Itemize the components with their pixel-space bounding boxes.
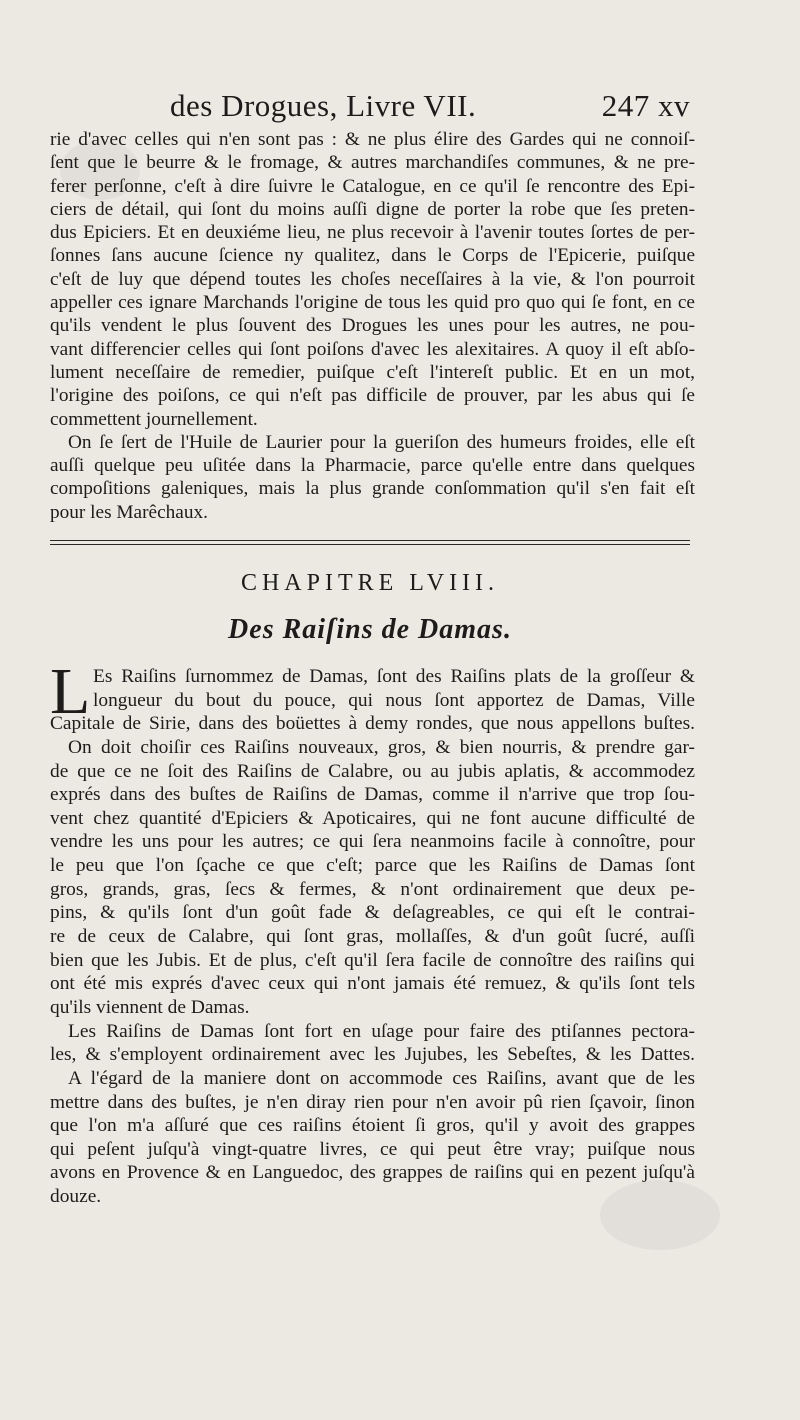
text-line: pour les Marêchaux. xyxy=(50,501,208,523)
chapter-subtitle: Des Raiſins de Damas. xyxy=(228,614,512,645)
running-head-title: des Drogues, Livre VII. xyxy=(170,88,477,123)
text-line: rie d'avec celles qui n'en sont pas : & ne plus élire des Gardes qui ne connoiſ- xyxy=(50,129,695,150)
text-line: les, & s'employent ordinairement avec les Jujubes, les Sebeſtes, & les Dattes. xyxy=(50,1044,695,1066)
chapter-text-block xyxy=(50,665,695,1209)
text-line: lument neceſſaire de remedier, puiſque c'eſt l'intereſt public. Et en un mot, xyxy=(50,361,695,383)
text-line: qui peſent juſqu'à vingt-quatre livres, ce qui peut être vray; puiſque nous xyxy=(50,1138,695,1160)
text-line: qu'ils viennent de Damas. xyxy=(50,996,250,1018)
text-line: A l'égard de la maniere dont on accommode ces Raiſins, avant que de les xyxy=(68,1067,695,1089)
running-head xyxy=(170,88,690,132)
text-line: pins, & qu'ils ſont d'un goût fade & deſagreables, ce qui eſt le contrai- xyxy=(50,902,695,924)
text-line: bien que les Jubis. Et de plus, c'eſt qu'il ſera facile de connoître des raiſins qui xyxy=(50,949,695,971)
text-line: l'origine des poiſons, ce qui n'eſt pas difficile de prouver, par les abus qui ſe xyxy=(50,385,695,407)
text-line: vendre les uns pour les autres; ce qui ſera neanmoins facile à connoître, pour xyxy=(50,831,695,853)
text-line: longueur du bout du pouce, qui nous ſont apportez de Damas, Ville xyxy=(93,689,695,711)
text-line: gros, grands, gras, ſecs & fermes, & n'ont ordinairement que deux pe- xyxy=(50,878,695,900)
page-number: 247 xv xyxy=(601,88,690,123)
text-line: re de ceux de Calabre, qui ſont gras, mollaſſes, & d'un goût ſucré, auſſi xyxy=(50,926,695,948)
text-line: douze. xyxy=(50,1186,102,1208)
text-line: exprés dans des buſtes de Raiſins de Damas, comme il n'arrive que trop ſou- xyxy=(50,784,695,806)
text-line: Es Raiſins ſurnommez de Damas, ſont des Raiſins plats de la groſſeur & xyxy=(93,666,695,687)
text-line: c'eſt de luy que dépend toutes les choſes neceſſaires à la vie, & l'on pourroit xyxy=(50,268,695,290)
text-line: vant differencier celles qui ſont poiſons d'avec les alexitaires. A quoy il eſt abſo- xyxy=(50,338,695,360)
text-line: ciers de détail, qui ſont du moins auſſi digne de porter la robe que ſes preten- xyxy=(50,198,695,220)
text-line: dus Epiciers. Et en deuxiéme lieu, ne plus recevoir à l'avenir toutes ſortes de per- xyxy=(50,222,695,244)
text-line: qu'ils vendent le plus ſouvent des Drogues les unes pour les autres, ne pou- xyxy=(50,315,695,337)
text-line: compoſitions galeniques, mais la plus grande conſommation qu'il s'en fait eſt xyxy=(50,478,695,500)
chapter-title: CHAPITRE LVIII. xyxy=(240,570,500,596)
text-line: auſſi quelque peu uſitée dans la Pharmacie, parce qu'elle entre dans quelques xyxy=(50,455,695,477)
text-line: ſonnes ſans aucune ſcience ny qualitez, dans le Corps de l'Epicerie, puiſque xyxy=(50,245,695,267)
text-line: mettre dans des buſtes, je n'en diray rien pour n'en avoir pû rien ſçavoir, ſinon xyxy=(50,1091,695,1113)
text-line: commettent journellement. xyxy=(50,408,258,430)
drop-cap: L xyxy=(50,655,91,728)
text-line: On ſe ſert de l'Huile de Laurier pour la gueriſon des humeurs froides, elle eſt xyxy=(68,431,695,453)
text-line: vent chez quantité d'Epiciers & Apoticaires, qui ne font aucune difficulté de xyxy=(50,807,695,829)
text-line: ont été mis exprés d'avec ceux qui n'ont jamais été remuez, & qu'ils ſont tels xyxy=(50,973,695,995)
text-line: appeller ces ignare Marchands l'origine de tous les quid pro quo qui ſe font, en ce xyxy=(50,292,695,314)
text-line: de que ce ne ſoit des Raiſins de Calabre, ou au jubis aplatis, & accommodez xyxy=(50,760,695,782)
text-line: ferer perſonne, c'eſt à dire ſuivre le Catalogue, en ce qu'il ſe rencontre des Epi- xyxy=(50,175,695,197)
text-line: Les Raiſins de Damas ſont fort en uſage pour faire des ptiſannes pectora- xyxy=(68,1020,695,1042)
text-line: le peu que l'on ſçache ce que c'eſt; parce que les Raiſins de Damas ſont xyxy=(50,855,695,877)
top-text-block xyxy=(50,128,695,524)
text-line: ſent que le beurre & le fromage, & autres marchandiſes communes, & ne pre- xyxy=(50,152,695,174)
text-line: Capitale de Sirie, dans des boüettes à demy rondes, que nous appellons buſtes. xyxy=(50,713,695,735)
section-rule xyxy=(50,540,690,546)
text-line: avons en Provence & en Languedoc, des grappes de raiſins qui en pezent juſqu'à xyxy=(50,1162,695,1184)
text-line: On doit choiſir ces Raiſins nouveaux, gros, & bien nourris, & prendre gar- xyxy=(68,736,695,758)
text-line: que l'on m'a aſſuré que ces raiſins étoient ſi gros, qu'il y avoit des grappes xyxy=(50,1115,695,1137)
